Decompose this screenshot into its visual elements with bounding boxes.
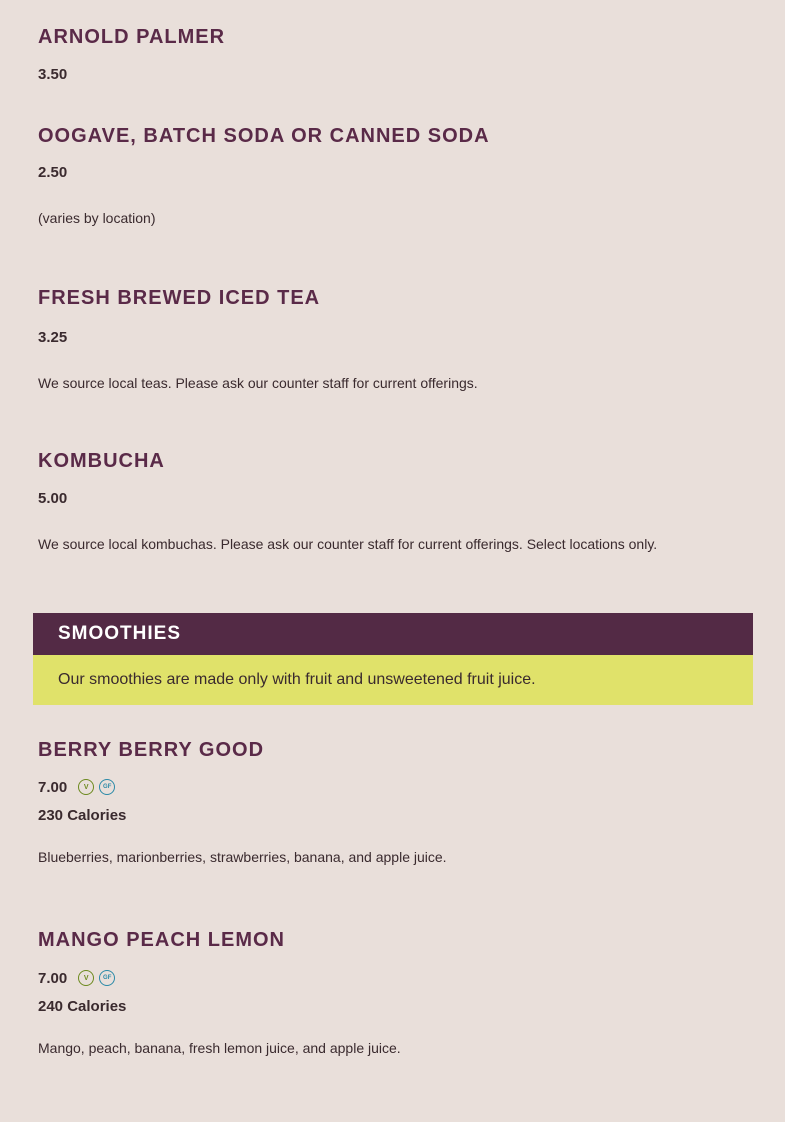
section-title: SMOOTHIES <box>58 623 182 644</box>
item-description: Blueberries, marionberries, strawberries, banana, and apple juice. <box>38 849 447 865</box>
price-row <box>38 163 755 181</box>
section-note: Our smoothies are made only with fruit and unsweetened fruit juice. <box>33 655 753 705</box>
item-price: 2.50 <box>38 163 68 181</box>
item-price: 3.25 <box>38 328 68 346</box>
price-row <box>38 969 755 987</box>
gluten-free-icon: GF <box>99 779 115 795</box>
item-name: ARNOLD PALMER <box>38 26 226 48</box>
menu-item-mango-peach-lemon <box>38 928 755 1057</box>
item-price: 3.50 <box>38 65 68 83</box>
item-description: (varies by location) <box>38 210 156 226</box>
item-description: Mango, peach, banana, fresh lemon juice, and apple juice. <box>38 1040 401 1056</box>
menu-item-kombucha <box>38 449 755 553</box>
item-name: BERRY BERRY GOOD <box>38 739 265 761</box>
price-row <box>38 328 755 346</box>
vegan-icon: V <box>78 970 94 986</box>
gluten-free-icon: GF <box>99 970 115 986</box>
item-price: 7.00 <box>38 778 68 796</box>
item-description: We source local kombuchas. Please ask our counter staff for current offerings. Select locations only. <box>38 536 658 552</box>
menu-item-iced-tea <box>38 286 755 392</box>
item-calories: 230 Calories <box>38 807 127 824</box>
item-name: MANGO PEACH LEMON <box>38 929 285 951</box>
item-calories: 240 Calories <box>38 998 127 1015</box>
item-name: KOMBUCHA <box>38 450 165 472</box>
item-name: FRESH BREWED ICED TEA <box>38 287 321 309</box>
item-description: We source local teas. Please ask our counter staff for current offerings. <box>38 375 478 391</box>
item-price: 5.00 <box>38 489 68 507</box>
menu-item-soda <box>38 124 755 227</box>
item-price: 7.00 <box>38 969 68 987</box>
item-name: OOGAVE, BATCH SODA OR CANNED SODA <box>38 125 490 147</box>
section-header-smoothies <box>33 613 753 655</box>
menu-item-berry-berry-good <box>38 738 755 866</box>
vegan-icon: V <box>78 779 94 795</box>
price-row <box>38 778 755 796</box>
price-row <box>38 65 755 83</box>
price-row <box>38 489 755 507</box>
menu-item-arnold-palmer <box>38 25 755 83</box>
